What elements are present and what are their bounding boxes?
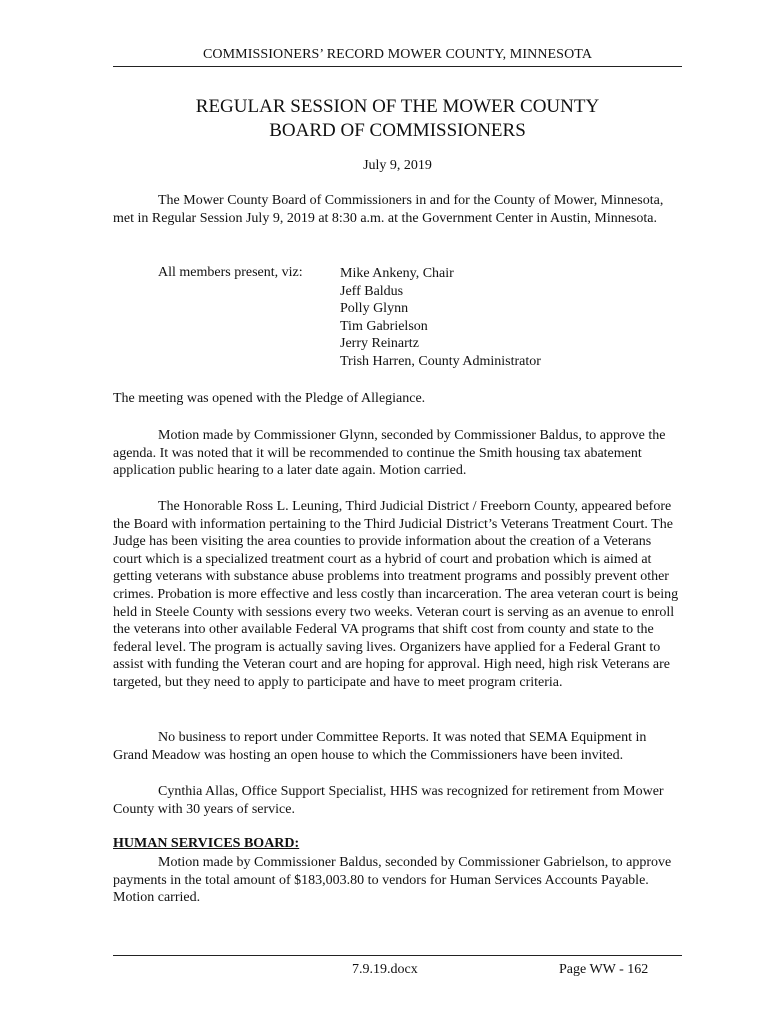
human-services-paragraph — [113, 854, 682, 907]
pledge-paragraph: The meeting was opened with the Pledge of Allegiance. — [113, 391, 426, 406]
member-item: Tim Gabrielson — [340, 318, 428, 334]
members-list — [340, 265, 541, 371]
veterans-court-text: The Honorable Ross L. Leuning, Third Judicial District / Freeborn County, appeared before the Board with information pertaining to the Third Judicial District’s Veterans Treatment Court. The Judge has been visiting the area counties to provide information about the creation of a Veterans court which is a specialized treatment court as a hybrid of court and probation which is aimed at getting veterans with substance abuse problems into treatment programs and possibly prevent other crimes. Probation is more effective and less costly than incarceration. The area veteran court is being held in Steele County with sessions every two weeks. Veteran court is serving as an avenue to enroll the veterans into other available Federal VA programs that shift cost from county and state to the federal level. The program is actually saving lives. Organizers have applied for a Federal Grant to assist with funding the Veteran court and are hoping for approval. High need, high risk Veterans are targeted, but they need to apply to participate and have to meet program criteria. — [113, 499, 679, 690]
title-line-1: REGULAR SESSION OF THE MOWER COUNTY — [195, 96, 600, 117]
footer-rule — [113, 955, 682, 956]
members-label: All members present, viz: — [158, 265, 303, 280]
header-rule — [113, 66, 682, 67]
member-item: Jerry Reinartz — [340, 336, 419, 352]
committee-reports-text: No business to report under Committee Reports. It was noted that SEMA Equipment in Grand Meadow was hosting an open house to which the Commissioners have been invited. — [113, 730, 647, 763]
member-item: Mike Ankeny, Chair — [340, 266, 454, 281]
agenda-paragraph — [113, 427, 682, 480]
member-item: Trish Harren, County Administrator — [340, 353, 541, 369]
footer-page-number: Page WW - 162 — [559, 962, 649, 977]
intro-paragraph — [113, 192, 682, 227]
committee-reports-paragraph — [113, 729, 682, 764]
running-header: COMMISSIONERS’ RECORD MOWER COUNTY, MINNESOTA — [202, 47, 593, 62]
meeting-date: July 9, 2019 — [363, 158, 432, 173]
retirement-paragraph — [113, 783, 682, 818]
veterans-court-paragraph — [113, 498, 682, 692]
intro-text: The Mower County Board of Commissioners in and for the County of Mower, Minnesota, met in Regular Session July 9, 2019 at 8:30 a.m. at the Government Center in Austin, Minnesota. — [113, 193, 664, 226]
member-item: Jeff Baldus — [340, 283, 404, 299]
retirement-text: Cynthia Allas, Office Support Specialist, HHS was recognized for retirement from Mower County with 30 years of service. — [113, 784, 664, 817]
title-line-2: BOARD OF COMMISSIONERS — [269, 120, 526, 141]
footer-filename: 7.9.19.docx — [352, 962, 418, 977]
agenda-text: Motion made by Commissioner Glynn, seconded by Commissioner Baldus, to approve the agenda. It was noted that it will be recommended to continue the Smith housing tax abatement application public hearing to a later date again. Motion carried. — [113, 428, 666, 479]
human-services-heading: HUMAN SERVICES BOARD: — [113, 836, 300, 851]
member-item: Polly Glynn — [340, 301, 409, 317]
human-services-text: Motion made by Commissioner Baldus, seconded by Commissioner Gabrielson, to approve payments in the total amount of $183,003.80 to vendors for Human Services Accounts Payable. Motion carried. — [113, 855, 672, 906]
document-title — [113, 95, 682, 143]
